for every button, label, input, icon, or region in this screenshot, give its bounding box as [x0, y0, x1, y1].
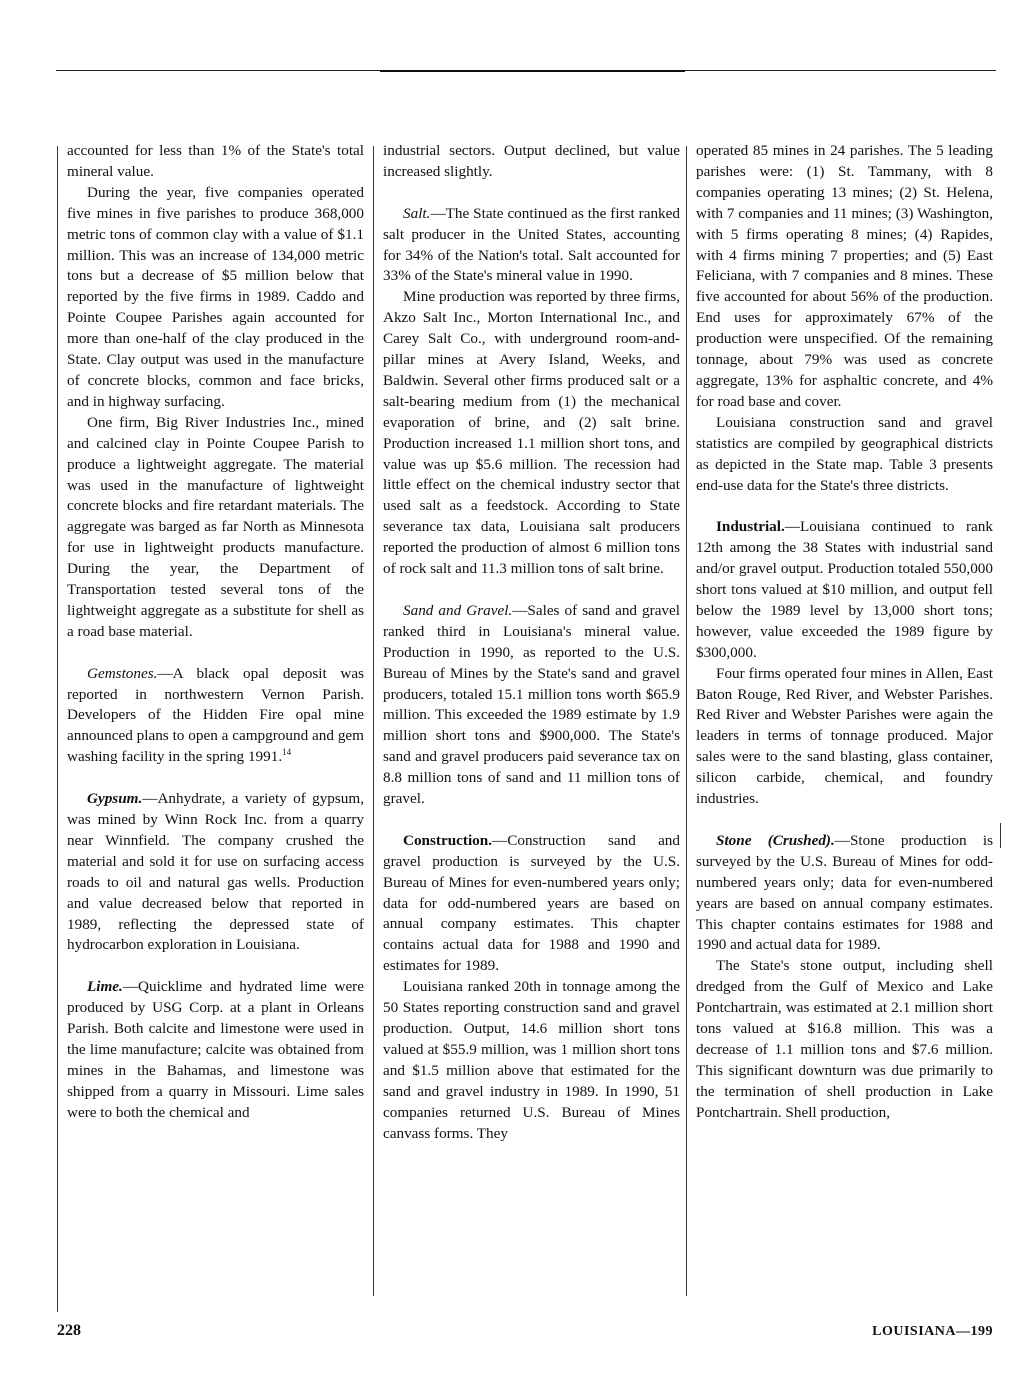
paragraph-clay-production: During the year, five companies operated five mines in five parishes to produce 368,000 metric tons of common clay with a value of $1.1 million. This was an increase of 134,000 metric tons but a decrease of $5 million below that reported by the five firms in 1989. Caddo and Pointe Coupee Parishes again accounted for more than one-half of the clay produced in the State. Clay output was used in the manufacture of concrete blocks, common and face bricks, and in highway surfacing.: [67, 183, 364, 410]
section-salt: [383, 204, 680, 288]
page-number: 228: [57, 1322, 81, 1339]
paragraph-stone-output: The State's stone output, including shell dredged from the Gulf of Mexico and Lake Pontchartrain, was estimated at 2.1 million short tons valued at $16.8 million. This was a decrease of 1.1 million tons and $7.6 million. This significant downturn was due primarily to the termination of shell production in Lake Pontchartrain. Shell production,: [696, 957, 993, 1121]
column-rule-center-right: [686, 146, 687, 1296]
section-text: —Louisiana continued to rank 12th among the 38 States with industrial sand and/or gravel output. Production totaled 550,000 short tons valued at $10 million, and output fell below the 1989 level by 13,000 short tons; however, value exceeded the 1989 figure by $300,000.: [696, 518, 993, 661]
column-3: [696, 141, 993, 1124]
section-lime: [67, 977, 364, 1123]
paragraph: accounted for less than 1% of the State's total mineral value.: [67, 142, 364, 180]
section-heading: Gemstones.: [87, 664, 158, 682]
section-text: —Quicklime and hydrated lime were produced by USG Corp. at a plant in Orleans Parish. Both calcite and limestone were used in the lime manufacture; calcite was obtained from mines in the Bahamas, and limestone was shipped from a quarry in Missouri. Lime sales were to both the chemical and: [67, 978, 364, 1121]
paragraph-construction-ranking: Louisiana ranked 20th in tonnage among the 50 States reporting construction sand and gravel production. Output, 14.6 million short tons valued at $55.9 million, was 1 million short tons and $1.5 million above that estimated for the sand and gravel industry in 1989. In 1990, 51 companies returned U.S. Bureau of Mines canvass forms. They: [383, 978, 680, 1142]
column-rule-right-mark: [1000, 823, 1001, 848]
section-text: —Construction sand and gravel production is surveyed by the U.S. Bureau of Mines for even-numbered years only; data for odd-numbered years are based on annual company estimates. This chapter contains actual data for 1988 and 1990 and estimates for 1989.: [383, 831, 680, 975]
section-heading: Sand and Gravel.: [403, 601, 513, 619]
section-construction: [383, 831, 680, 977]
column-rule-left: [57, 146, 58, 1312]
section-gypsum: [67, 789, 364, 956]
column-2: [383, 141, 680, 1144]
paragraph-districts: Louisiana construction sand and gravel statistics are compiled by geographical districts as depicted in the State map. Table 3 presents end-use data for the State's three districts.: [696, 413, 993, 494]
section-sand-and-gravel: [383, 601, 680, 810]
section-industrial: [696, 517, 993, 663]
paragraph: industrial sectors. Output declined, but value increased slightly.: [383, 142, 680, 180]
section-text: —A black opal deposit was reported in northwestern Vernon Parish. Developers of the Hidden Fire opal mine announced plans to open a campground and gem washing facility in the spring 1991.: [67, 664, 364, 766]
section-heading: Lime.: [87, 978, 123, 996]
section-text: —The State continued as the first ranked salt producer in the United States, accounting for 34% of the Nation's total. Salt accounted for 33% of the State's mineral value in 1990.: [383, 204, 680, 285]
column-1: [67, 141, 364, 1124]
section-text: —Anhydrate, a variety of gypsum, was mined by Winn Rock Inc. from a quarry near Winnfield. The company crushed the material and sold it for use on surfacing access roads to oil and natural gas wells. Production and value decreased below that reported in 1989, reflecting the depressed state of hydrocarbon exploration in Louisiana.: [67, 790, 364, 954]
section-heading: Salt.: [403, 204, 431, 222]
paragraph-industrial-firms: Four firms operated four mines in Allen, East Baton Rouge, Red River, and Webster Parishes. Red River and Webster Parishes were again the leaders in terms of tonnage produced. Major sales were to the sand blasting, glass container, silicon carbide, chemical, and foundry industries.: [696, 664, 993, 808]
section-heading: Construction.: [403, 831, 493, 849]
section-gemstones: [67, 664, 364, 769]
section-heading: Stone (Crushed).: [716, 831, 835, 849]
paragraph-lightweight-aggregate: One firm, Big River Industries Inc., mined and calcined clay in Pointe Coupee Parish to produce a lightweight aggregate. The material was used in the manufacture of lightweight concrete blocks and fire retardant materials. The aggregate was barged as far North as Minnesota for use in lightweight products manufacture. During the year, the Department of Transportation tested several tons of the lightweight aggregate as a substitute for shell as a road base material.: [67, 413, 364, 640]
section-heading: Industrial.: [716, 518, 785, 536]
paragraph-leading-parishes: operated 85 mines in 24 parishes. The 5 leading parishes were: (1) St. Tammany, with 8 companies operating 13 mines; (2) St. Helena, with 7 companies and 11 mines; (3) Washington, with 5 firms operating 8 mines; (4) Rapides, with 4 firms mining 7 properties; and (5) East Feliciana, with 7 companies and 8 mines. These five accounted for about 56% of the production. End uses for approximately 67% of the production were unspecified. Of the remaining tonnage, about 79% was used as concrete aggregate, 13% for asphaltic concrete, and 4% for road base and cover.: [696, 142, 993, 410]
top-rule-accent: [380, 70, 685, 72]
section-text: —Sales of sand and gravel ranked third in Louisiana's mineral value. Production in 1990, as reported to the U.S. Bureau of Mines by the State's sand and gravel producers, totaled 15.1 million tons worth $65.9 million. This exceeded the 1989 estimate by 1.9 million short tons and $900,000. The State's sand and gravel producers paid severance tax on 8.8 million tons of sand and 11 million tons of gravel.: [383, 601, 680, 808]
section-heading: Gypsum.: [87, 790, 143, 808]
footnote-marker: 14: [282, 747, 292, 758]
section-stone-crushed: [696, 831, 993, 956]
column-rule-center-left: [373, 146, 374, 1296]
running-head: LOUISIANA—199: [872, 1324, 993, 1339]
section-text: —Stone production is surveyed by the U.S. Bureau of Mines for odd-numbered years only; data for even-numbered years are based on annual company estimates. This chapter contains estimates for 1988 and 1990 and actual data for 1989.: [696, 831, 993, 954]
paragraph-salt-production: Mine production was reported by three firms, Akzo Salt Inc., Morton International Inc., and Carey Salt Co., with underground room-and-pillar mines at Avery Island, Weeks, and Baldwin. Several other firms produced salt or a salt-bearing medium from (1) the mechanical evaporation of brine, and (2) salt brine. Production increased 1.1 million short tons, and value was up $5.6 million. The recession had little effect on the chemical industry sector that used salt as a feedstock. According to State severance tax data, Louisiana salt producers reported the production of almost 6 million tons of rock salt and 11.3 million tons of salt brine.: [383, 288, 680, 578]
